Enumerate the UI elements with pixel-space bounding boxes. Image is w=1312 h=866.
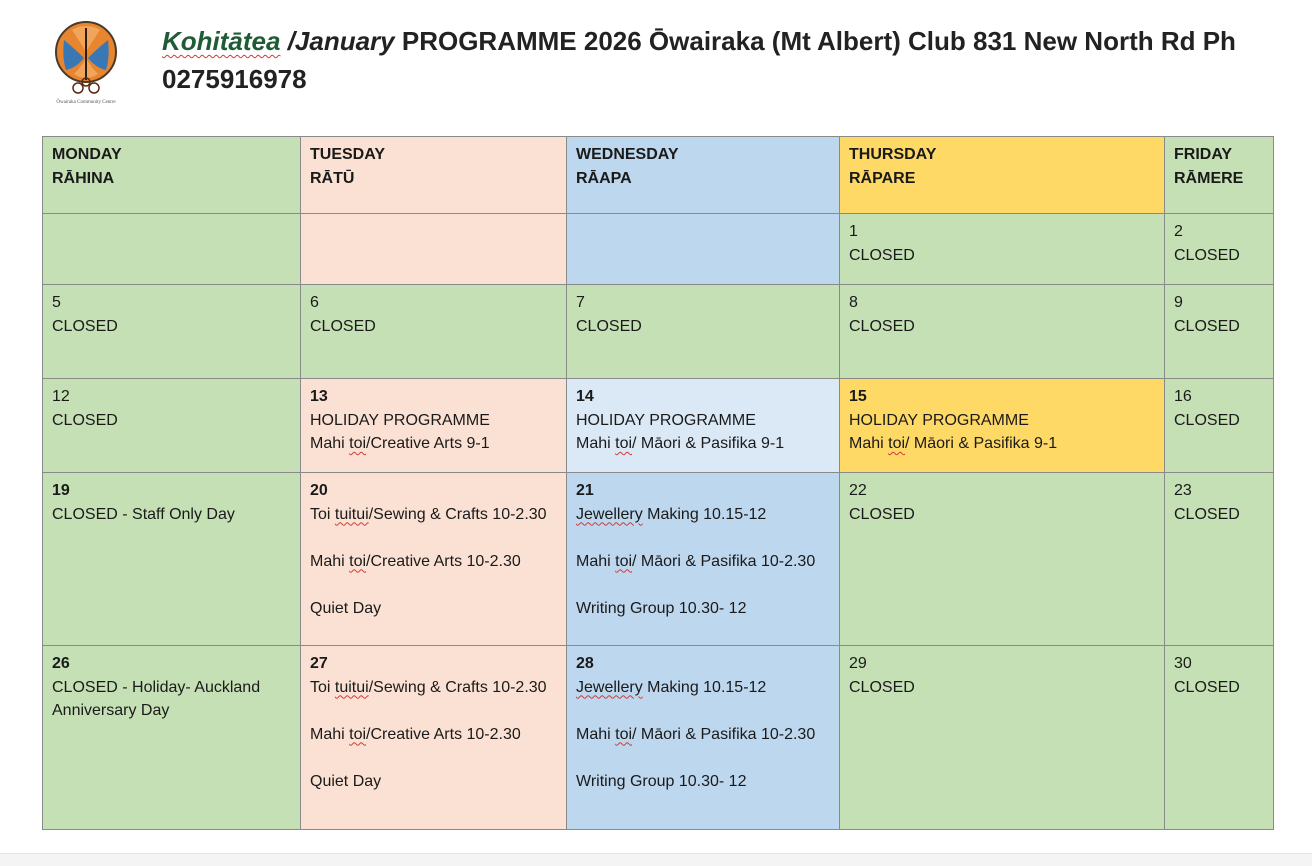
- activity-prefix: Mahi: [576, 552, 616, 570]
- day-number: 28: [576, 655, 594, 672]
- event-title: HOLIDAY PROGRAMME: [310, 411, 490, 429]
- title-english-month: /January: [280, 26, 395, 56]
- event-activity: [576, 432, 830, 456]
- activity-prefix: Mahi: [310, 725, 350, 743]
- activity-rest: /Sewing & Crafts 10-2.30: [368, 505, 547, 523]
- day-status: CLOSED: [1174, 246, 1240, 264]
- header-wednesday: [567, 137, 840, 214]
- day-cell: [567, 379, 840, 473]
- day-status: CLOSED: [849, 317, 915, 335]
- day-cell-empty: [301, 214, 567, 285]
- day-status: CLOSED: [52, 411, 118, 429]
- day-cell: [840, 214, 1165, 285]
- day-cell: [567, 473, 840, 646]
- day-number: 16: [1174, 388, 1192, 405]
- day-header-row: [43, 137, 1274, 214]
- week-row: [43, 379, 1274, 473]
- activity-maori-word: tuitui: [334, 678, 369, 696]
- event-sewing: [310, 676, 557, 700]
- day-name-mi: RĀHINA: [52, 169, 115, 187]
- day-name-en: FRIDAY: [1174, 146, 1233, 163]
- day-cell: [43, 379, 301, 473]
- day-cell: [840, 285, 1165, 379]
- activity-maori-word: toi: [349, 725, 367, 743]
- event-activity: [849, 432, 1155, 456]
- day-status: CLOSED - Staff Only Day: [52, 505, 235, 523]
- event-quiet-day: Quiet Day: [310, 599, 382, 617]
- day-number: 26: [52, 655, 70, 672]
- day-cell-empty: [567, 214, 840, 285]
- activity-word: Jewellery: [576, 678, 643, 696]
- day-name-mi: RĀMERE: [1174, 169, 1244, 187]
- day-number: 29: [849, 655, 867, 672]
- day-cell: [567, 646, 840, 830]
- activity-maori-word: toi: [615, 435, 633, 452]
- day-number: 2: [1174, 223, 1183, 240]
- event-maori-pasifika: [576, 550, 830, 574]
- event-creative-arts: [310, 723, 557, 747]
- event-sewing: [310, 503, 557, 527]
- event-title: HOLIDAY PROGRAMME: [576, 411, 756, 429]
- activity-rest: /Creative Arts 10-2.30: [366, 552, 521, 570]
- day-number: 6: [310, 294, 319, 311]
- activity-maori-word: toi: [615, 552, 633, 570]
- activity-rest: Making 10.15-12: [642, 678, 767, 696]
- day-status: CLOSED: [849, 678, 915, 696]
- day-number: 20: [310, 482, 328, 499]
- day-number: 27: [310, 655, 328, 672]
- event-jewellery: [576, 503, 830, 527]
- day-cell: [301, 646, 567, 830]
- activity-maori-word: tuitui: [334, 505, 369, 523]
- day-cell: [1165, 379, 1274, 473]
- day-number: 13: [310, 388, 328, 405]
- activity-rest: /Creative Arts 9-1: [366, 435, 490, 452]
- activity-rest: / Māori & Pasifika 10-2.30: [632, 725, 816, 743]
- day-name-en: THURSDAY: [849, 146, 937, 163]
- event-maori-pasifika: [576, 723, 830, 747]
- activity-prefix: Mahi: [310, 435, 350, 452]
- activity-prefix: Mahi: [576, 435, 616, 452]
- page-footer-strip: [0, 853, 1312, 866]
- day-status: CLOSED: [1174, 505, 1240, 523]
- day-cell: [43, 646, 301, 830]
- event-writing-group: Writing Group 10.30- 12: [576, 772, 747, 790]
- day-cell: [301, 285, 567, 379]
- day-status: CLOSED: [310, 317, 376, 335]
- activity-prefix: Mahi: [576, 725, 616, 743]
- day-cell: [1165, 214, 1274, 285]
- day-cell: [1165, 646, 1274, 830]
- week-row: [43, 473, 1274, 646]
- day-number: 14: [576, 388, 594, 405]
- day-cell: [301, 473, 567, 646]
- day-name-mi: RĀTŪ: [310, 169, 355, 187]
- header-monday: [43, 137, 301, 214]
- day-status: CLOSED - Holiday- Auckland Anniversary Day: [52, 678, 261, 719]
- day-cell: [1165, 473, 1274, 646]
- day-name-en: TUESDAY: [310, 146, 385, 163]
- day-number: 5: [52, 294, 61, 311]
- day-cell: [567, 285, 840, 379]
- hands-emblem-icon: [54, 18, 118, 98]
- day-number: 1: [849, 223, 858, 240]
- header-tuesday: [301, 137, 567, 214]
- day-status: CLOSED: [1174, 317, 1240, 335]
- day-status: CLOSED: [849, 246, 915, 264]
- day-name-en: WEDNESDAY: [576, 146, 679, 163]
- day-name-en: MONDAY: [52, 146, 122, 163]
- day-cell: [43, 473, 301, 646]
- day-cell: [1165, 285, 1274, 379]
- programme-calendar: [42, 136, 1274, 830]
- activity-maori-word: toi: [349, 552, 367, 570]
- day-cell: [840, 379, 1165, 473]
- day-number: 22: [849, 482, 867, 499]
- event-activity: [310, 432, 557, 456]
- day-number: 9: [1174, 294, 1183, 311]
- day-number: 15: [849, 388, 867, 405]
- activity-rest: Making 10.15-12: [642, 505, 767, 523]
- header-friday: [1165, 137, 1274, 214]
- day-number: 7: [576, 294, 585, 311]
- day-status: CLOSED: [576, 317, 642, 335]
- day-cell-empty: [43, 214, 301, 285]
- page-title: [162, 22, 1262, 98]
- day-name-mi: RĀPARE: [849, 169, 916, 187]
- activity-rest: /Sewing & Crafts 10-2.30: [368, 678, 547, 696]
- day-name-mi: RĀAPA: [576, 169, 632, 187]
- activity-rest: / Māori & Pasifika 9-1: [905, 435, 1058, 452]
- day-number: 21: [576, 482, 594, 499]
- day-number: 23: [1174, 482, 1192, 499]
- day-status: CLOSED: [849, 505, 915, 523]
- event-title: HOLIDAY PROGRAMME: [849, 411, 1029, 429]
- activity-rest: / Māori & Pasifika 10-2.30: [632, 552, 816, 570]
- day-status: CLOSED: [1174, 678, 1240, 696]
- title-maori-month: Kohitātea: [162, 26, 281, 56]
- event-creative-arts: [310, 550, 557, 574]
- activity-prefix: Mahi: [310, 552, 350, 570]
- day-status: CLOSED: [52, 317, 118, 335]
- day-number: 19: [52, 482, 70, 499]
- activity-prefix: Mahi: [849, 435, 889, 452]
- activity-rest: /Creative Arts 10-2.30: [366, 725, 521, 743]
- week-row: [43, 214, 1274, 285]
- activity-rest: / Māori & Pasifika 9-1: [632, 435, 785, 452]
- event-quiet-day: Quiet Day: [310, 772, 382, 790]
- day-status: CLOSED: [1174, 411, 1240, 429]
- event-writing-group: Writing Group 10.30- 12: [576, 599, 747, 617]
- day-number: 30: [1174, 655, 1192, 672]
- event-jewellery: [576, 676, 830, 700]
- activity-maori-word: toi: [888, 435, 906, 452]
- day-cell: [43, 285, 301, 379]
- club-logo: [54, 18, 116, 114]
- week-row: [43, 646, 1274, 830]
- day-number: 8: [849, 294, 858, 311]
- activity-prefix: Toi: [310, 505, 335, 523]
- activity-maori-word: toi: [615, 725, 633, 743]
- activity-word: Jewellery: [576, 505, 643, 523]
- activity-prefix: Toi: [310, 678, 335, 696]
- day-cell: [301, 379, 567, 473]
- day-cell: [840, 646, 1165, 830]
- title-details: PROGRAMME 2026 Ōwairaka (Mt Albert) Club 831 New North Rd Ph 0275916978: [162, 26, 1236, 94]
- week-row: [43, 285, 1274, 379]
- day-cell: [840, 473, 1165, 646]
- header-thursday: [840, 137, 1165, 214]
- activity-maori-word: toi: [349, 435, 367, 452]
- logo-caption: Ōwairaka Community Centre: [56, 100, 116, 105]
- day-number: 12: [52, 388, 70, 405]
